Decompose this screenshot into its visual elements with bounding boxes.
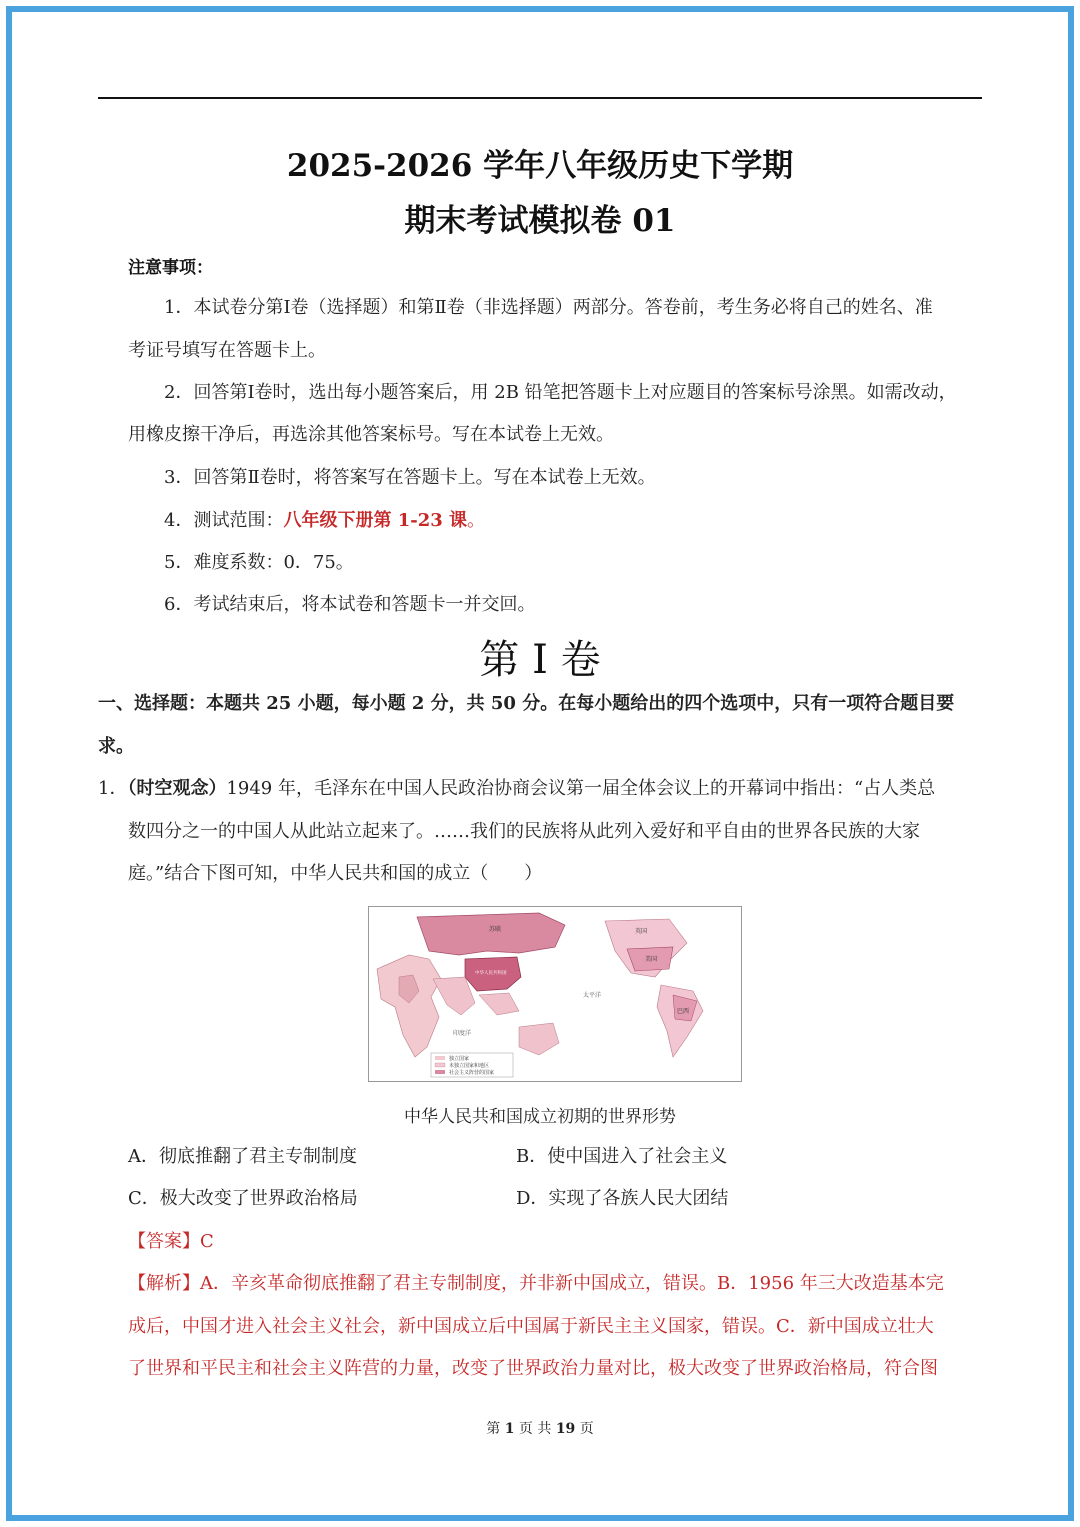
answer: 【答案】C (128, 1231, 214, 1252)
option-c: C．极大改变了世界政治格局 (128, 1188, 358, 1209)
notice-item-4 (164, 509, 485, 533)
analysis-line1: 【解析】A．辛亥革命彻底推翻了君主专制制度，并非新中国成立，错误。B．1956 年三大改造基本完 (128, 1273, 944, 1294)
notice-item-3: 3．回答第Ⅱ卷时，将答案写在答题卡上。写在本试卷上无效。 (164, 467, 656, 488)
world-map-figure (368, 906, 742, 1082)
map-label-pacific: 太平洋 (583, 992, 602, 999)
question-1-line1 (98, 777, 935, 801)
option-d: D．实现了各族人民大团结 (516, 1188, 729, 1209)
notice-item-2a: 2．回答第Ⅰ卷时，选出每小题答案后，用 2B 铅笔把答题卡上对应题目的答案标号涂黑。如需改动， (164, 382, 957, 403)
notice-heading: 注意事项： (128, 258, 213, 278)
question-tag: （时空观念） (127, 778, 227, 799)
exam-title-line1: 2025-2026 学年八年级历史下学期 (286, 148, 794, 184)
notice-item-5: 5．难度系数：0．75。 (164, 552, 354, 573)
map-label-brazil: 巴西 (677, 1008, 690, 1015)
legend-socialist: 社会主义阵营的国家 (449, 1070, 495, 1076)
section-title: 第 I 卷 (479, 637, 601, 683)
header-rule (98, 97, 982, 99)
figure-caption: 中华人民共和国成立初期的世界形势 (404, 1107, 676, 1127)
legend-independent: 独立国家 (449, 1056, 470, 1062)
question-number: 1． (98, 778, 128, 799)
notice-item-6: 6．考试结束后，将本试卷和答题卡一并交回。 (164, 594, 536, 615)
analysis-line2: 成后，中国才进入社会主义社会，新中国成立后中国属于新民主主义国家，错误。C．新中国成立壮大 (128, 1316, 934, 1337)
analysis-line3: 了世界和平民主和社会主义阵营的力量，改变了世界政治力量对比，极大改变了世界政治格局，符合图 (128, 1358, 938, 1379)
map-label-ussr: 苏联 (489, 926, 502, 933)
footer-middle: 页 共 (518, 1421, 552, 1437)
notice-item-2b: 用橡皮擦干净后，再选涂其他答案标号。写在本试卷上无效。 (128, 424, 614, 445)
page-footer (0, 1418, 1080, 1438)
part1-heading-a: 一、选择题：本题共 25 小题，每小题 2 分，共 50 分。在每小题给出的四个选项中，只有一项符合题目要 (98, 693, 955, 714)
question-text: 1949 年，毛泽东在中国人民政治协商会议第一届全体会议上的开幕词中指出：“占人类总 (226, 778, 936, 799)
notice-item-1b: 考证号填写在答题卡上。 (128, 340, 326, 361)
option-a: A．彻底推翻了君主专制制度 (128, 1146, 357, 1167)
part1-heading-b: 求。 (98, 736, 134, 757)
notice-item-4-prefix: 4．测试范围： (164, 510, 284, 531)
map-label-indian-ocean: 印度洋 (453, 1030, 472, 1037)
legend-non-independent: 未独立国家和地区 (449, 1063, 490, 1069)
map-label-uk: 英国 (635, 928, 648, 935)
exam-title-line2: 期末考试模拟卷 01 (404, 203, 676, 239)
question-1-line3: 庭。”结合下图可知，中华人民共和国的成立（ ） (128, 863, 543, 884)
option-b: B．使中国进入了社会主义 (516, 1146, 728, 1167)
footer-suffix: 页 (579, 1421, 594, 1437)
footer-prefix: 第 (486, 1421, 501, 1437)
map-label-prc: 中华人民共和国 (475, 971, 507, 976)
question-1-line2: 数四分之一的中国人从此站立起来了。……我们的民族将从此列入爱好和平自由的世界各民族的大家 (128, 821, 920, 842)
test-scope: 八年级下册第 1-23 课 (283, 510, 468, 531)
notice-item-1a: 1．本试卷分第Ⅰ卷（选择题）和第Ⅱ卷（非选择题）两部分。答卷前，考生务必将自己的姓名、准 (164, 297, 933, 318)
map-label-us: 美国 (645, 956, 658, 963)
footer-page-number: 1 (504, 1421, 515, 1437)
notice-item-4-suffix: 。 (467, 510, 486, 531)
footer-total-pages: 19 (555, 1421, 576, 1437)
world-map (369, 907, 741, 1081)
